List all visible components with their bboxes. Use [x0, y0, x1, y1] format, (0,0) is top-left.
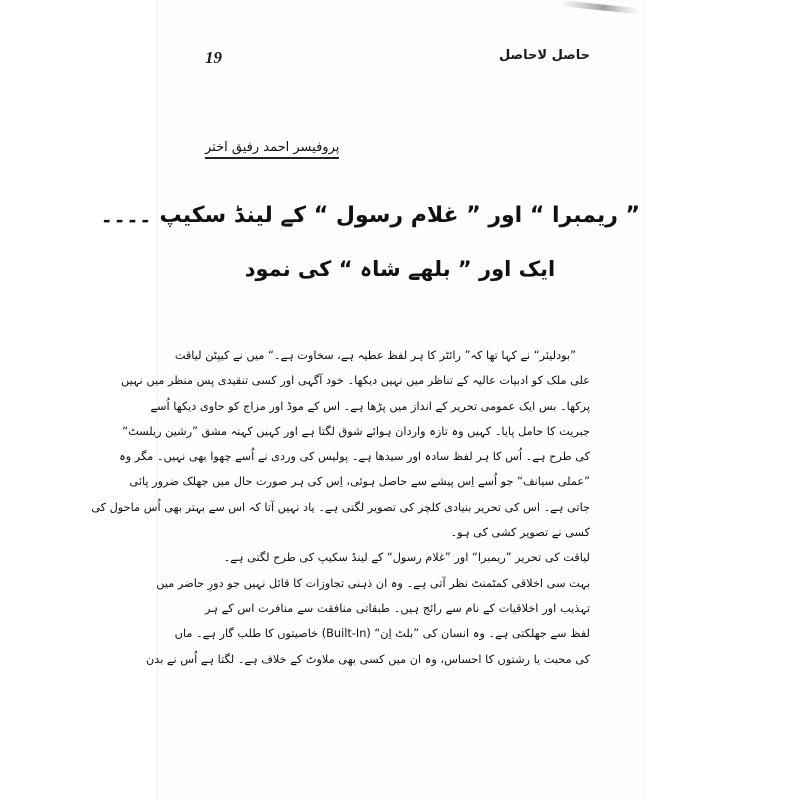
- body-line: ”عملی سیانف“ جو اُسے اِس پیشے سے حاصل ہوئی، اِس کی ہر صورت حال میں جھلک ضرور پائی: [129, 475, 590, 489]
- body-line: لیاقت کی تحریر ”ریمبرا“ اور ”غلام رسول“ کے لینڈ سکیپ کی طرح لگتی ہے۔: [223, 551, 590, 565]
- body-line: تہذیب اور اخلاقیات کے نام سے رائج ہیں۔ طبقاتی منافقت سے منافرت اس کے ہر: [205, 601, 590, 615]
- body-line: جاتی ہے۔ اس کی تحریر بنیادی کلچر کی تصویر لگتی ہے۔ یاد نہیں آتا کہ اس سے بہتر بھی اُس ماحول کی: [91, 500, 590, 514]
- article-title-line-2: ایک اور ” بلھے شاہ “ کی نمود: [244, 257, 556, 281]
- body-line: کی محبت یا رشتوں کا احساس، وہ ان میں کسی بھی ملاوٹ کے خلاف ہے۔ لگتا ہے اُس نے بدن: [145, 652, 590, 666]
- body-line: جبریت کا حامل پایا۔ کہیں وہ تازہ واردان ہوائے شوق لگتا ہے اور کہیں کہنہ مشق ”رشین ریلسٹ“: [122, 424, 590, 438]
- body-line: کی طرح ہے۔ اُس کا ہر لفظ سادہ اور سیدھا ہے۔ پولیس کی وردی نے اُسے چھوا بھی نہیں۔ مگر وہ: [119, 450, 590, 464]
- body-line: علی ملک کو ادبیات عالیہ کے تناظر میں نہیں دیکھا۔ خود آگہی اور کسی تنقیدی پس منظر میں نہیں: [121, 374, 590, 388]
- body-line: پرکھا۔ بس ایک عمومی تحریر کے انداز میں پڑھا ہے۔ اس کے موڈ اور مزاج کو حاوی دیکھا اُسے: [150, 399, 590, 413]
- body-line: بہت سی اخلاقی کمٹمنٹ نظر آتی ہے۔ وہ ان ذہنی تجاوزات کا قائل نہیں جو دورِ حاضر میں: [156, 576, 590, 590]
- running-header: [205, 48, 590, 78]
- body-line: کسی نے تصویر کشی کی ہو۔: [450, 526, 590, 540]
- article-title-line-1: ” ریمبرا “ اور ” غلام رسول “ کے لینڈ سکیپ ۔۔۔۔: [100, 203, 640, 228]
- article-body: [91, 343, 590, 672]
- body-line: ”بودلیئر“ نے کہا تھا کہ” رائٹر کا ہر لفظ عطیہ ہے، سخاوت ہے۔“ میں نے کیپٹن لیاقت: [174, 349, 576, 362]
- body-line: لفظ سے جھلکتی ہے۔ وہ انسان کی ”بلٹ اِن“ (Built-In) خاصیتوں کا طلب گار ہے۔ ماں: [174, 627, 590, 641]
- book-title: حاصل لاحاصل: [498, 48, 590, 63]
- author-name: پروفیسر احمد رفیق اختر: [205, 140, 339, 159]
- page-number: 19: [205, 48, 222, 67]
